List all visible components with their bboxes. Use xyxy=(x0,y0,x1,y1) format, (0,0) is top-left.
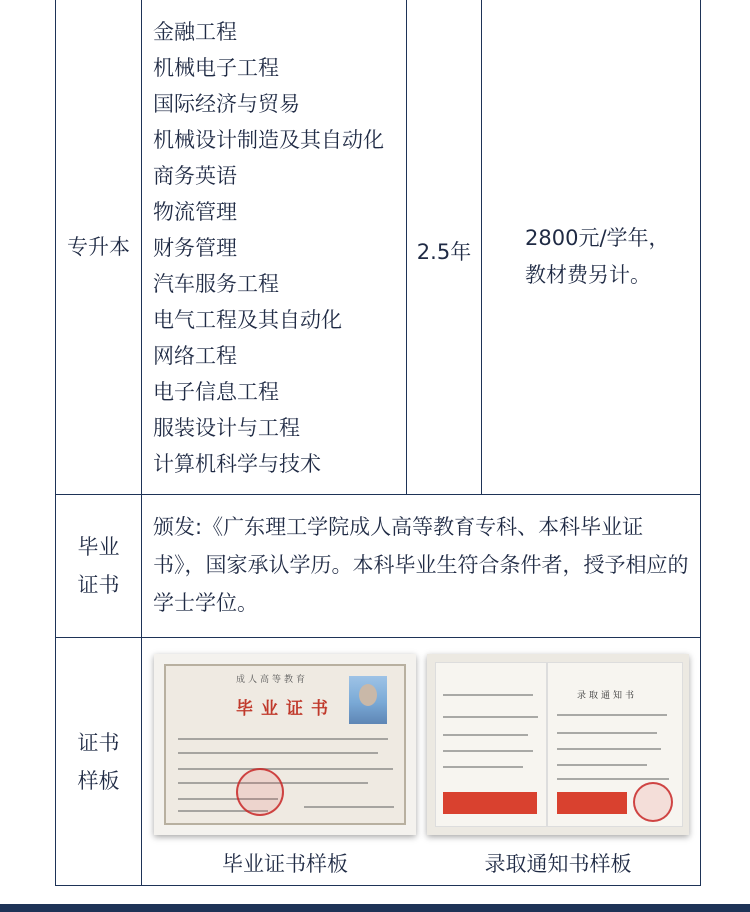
diploma-text-line xyxy=(178,768,393,770)
diploma-text-line xyxy=(178,752,378,754)
notice-text-line xyxy=(443,716,538,718)
diploma-photo xyxy=(349,676,387,724)
notice-text-line xyxy=(557,778,669,780)
row-label-text: 证书 xyxy=(77,730,120,755)
row-label-text: 毕业 xyxy=(77,535,120,559)
notice-caption: 录取通知书样板 xyxy=(484,852,632,876)
notice-text-line xyxy=(557,748,661,750)
diploma-text-line xyxy=(178,738,388,740)
major-item: 物流管理 xyxy=(153,200,237,224)
major-item: 国际经济与贸易 xyxy=(153,92,300,116)
notice-red-banner xyxy=(443,792,537,814)
fee-line: 2800元/学年， xyxy=(525,226,670,250)
table-border-bottom xyxy=(55,885,701,886)
certificate-description: 颁发:《广东理工学院成人高等教育专科、本科毕业证书》，国家承认学历。本科毕业生符合条件者，授予相应的学士学位。 xyxy=(153,515,689,615)
row-label-text: 样板 xyxy=(77,768,120,793)
major-item: 服装设计与工程 xyxy=(153,416,300,440)
row-label-samples xyxy=(56,638,141,885)
row-label-text: 证书 xyxy=(77,573,120,597)
notice-title: 录取通知书 xyxy=(577,691,638,701)
notice-text-line xyxy=(443,734,528,736)
notice-text-line xyxy=(443,766,523,768)
major-item: 电子信息工程 xyxy=(153,380,279,404)
table-row-divider-2 xyxy=(55,637,701,638)
notice-text-line xyxy=(557,732,657,734)
notice-text-line xyxy=(557,764,647,766)
row-label-zhuanshengben xyxy=(56,0,141,494)
admission-notice-sample-image xyxy=(427,654,689,835)
major-item: 电气工程及其自动化 xyxy=(153,308,342,332)
major-item: 机械电子工程 xyxy=(153,56,279,80)
notice-text-line xyxy=(443,750,533,752)
major-item: 财务管理 xyxy=(153,236,237,260)
notice-text-line xyxy=(443,694,533,696)
fee-info xyxy=(525,220,695,294)
table-divider-label xyxy=(141,0,142,886)
duration-value: 2.5年 xyxy=(416,240,472,264)
diploma-sample-image xyxy=(154,654,416,835)
notice-red-banner xyxy=(557,792,627,814)
row-label-text: 专升本 xyxy=(67,235,130,259)
diploma-small-title: 成人高等教育 xyxy=(236,675,309,685)
fee-note: 教材费另计。 xyxy=(525,263,651,287)
footer-bar xyxy=(0,904,750,912)
table-row-divider-1 xyxy=(55,494,701,495)
majors-list xyxy=(153,14,403,482)
notice-seal xyxy=(633,782,673,822)
major-item: 计算机科学与技术 xyxy=(153,452,321,476)
major-item: 网络工程 xyxy=(153,344,237,368)
major-item: 商务英语 xyxy=(153,164,237,188)
diploma-big-title: 毕业证书 xyxy=(236,699,336,719)
major-item: 金融工程 xyxy=(153,20,237,44)
notice-text-line xyxy=(557,714,667,716)
major-item: 机械设计制造及其自动化 xyxy=(153,128,384,152)
table-divider-duration-right xyxy=(481,0,482,494)
diploma-caption: 毕业证书样板 xyxy=(222,852,348,876)
major-item: 汽车服务工程 xyxy=(153,272,279,296)
diploma-text-line xyxy=(304,806,394,808)
diploma-seal xyxy=(236,768,284,816)
table-border-right xyxy=(700,0,701,886)
row-label-certificate xyxy=(56,495,141,637)
